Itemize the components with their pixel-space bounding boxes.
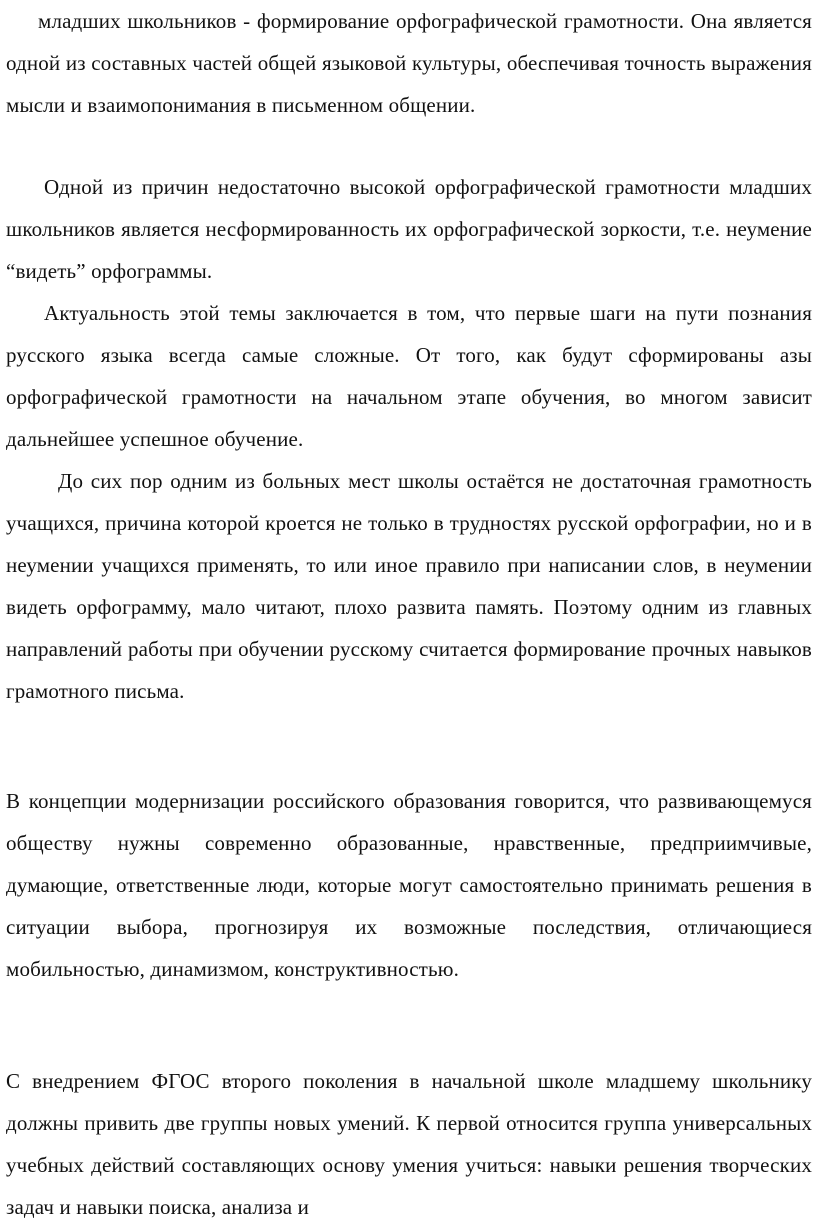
paragraph-2: Одной из причин недостаточно высокой орфографической грамотности младших школьников является несформированность их орфографической зоркости, т.е. неумение “видеть” орфограммы. [6, 175, 812, 283]
paragraph-4: До сих пор одним из больных мест школы остаётся не достаточная грамотность учащихся, причина которой кроется не только в трудностях русской орфографии, но и в неумении учащихся применять, то или иное правило при написании слов, в неумении видеть орфограмму, мало читают, плохо развита память. Поэтому одним из главных направлений работы при обучении русскому считается формирование прочных навыков грамотного письма. [6, 469, 812, 703]
paragraph-1: младших школьников - формирование орфографической грамотности. Она является одной из составных частей общей языковой культуры, обеспечивая точность выражения мысли и взаимопонимания в письменном общении. [6, 9, 812, 117]
paragraph-6: С внедрением ФГОС второго поколения в начальной школе младшему школьнику должны привить две группы новых умений. К первой относится группа универсальных учебных действий составляющих основу умения учиться: навыки решения творческих задач и навыки поиска, анализа и [6, 1069, 812, 1219]
paragraph-3: Актуальность этой темы заключается в том, что первые шаги на пути познания русского языка всегда самые сложные. От того, как будут сформированы азы орфографической грамотности на начальном этапе обучения, во многом зависит дальнейшее успешное обучение. [6, 301, 812, 451]
paragraph-5: В концепции модернизации российского образования говорится, что развивающемуся обществу нужны современно образованные, нравственные, предприимчивые, думающие, ответственные люди, которые могут самостоятельно принимать решения в ситуации выбора, прогнозируя их возможные последствия, отличающиеся мобильностью, динамизмом, конструктивностью. [6, 789, 812, 981]
